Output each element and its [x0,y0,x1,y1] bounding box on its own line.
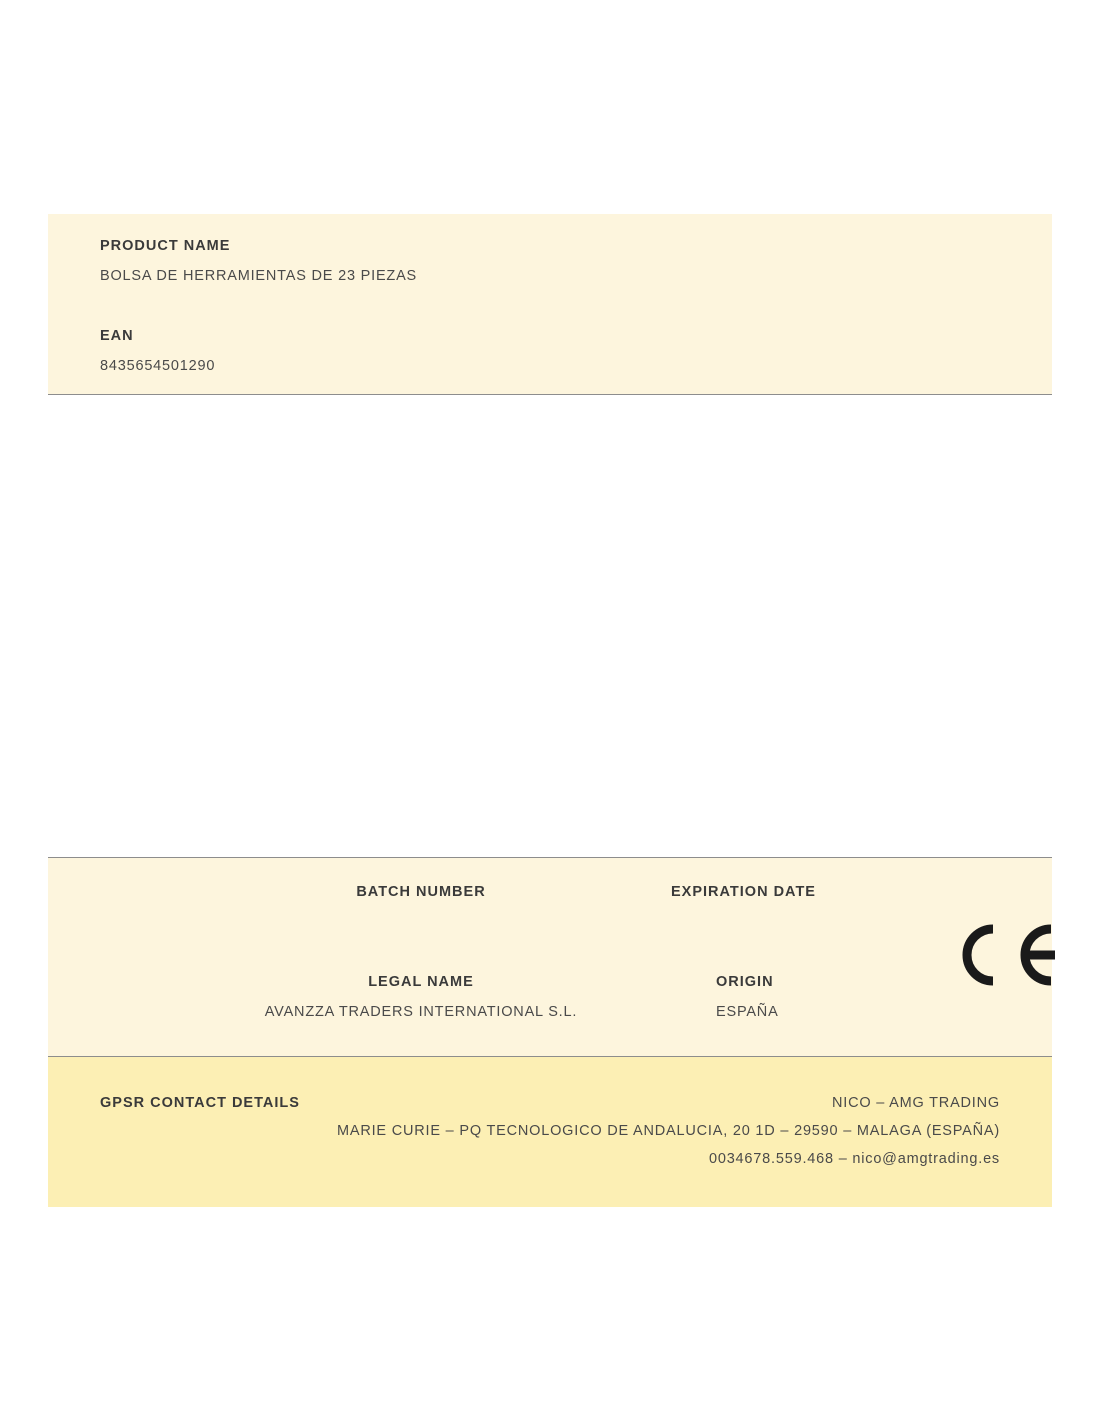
gpsr-contact-address: MARIE CURIE – PQ TECNOLOGICO DE ANDALUCIA, 20 1D – 29590 – MALAGA (ESPAÑA) [336,1123,1000,1139]
gpsr-contact-name: NICO – AMG TRADING [831,1095,1000,1111]
origin-value: ESPAÑA [716,1004,779,1020]
origin-label: ORIGIN [716,974,774,990]
ce-marking-icon [948,920,1058,990]
ean-label: EAN [100,328,134,344]
gpsr-contact-phone-email: 0034678.559.468 – nico@amgtrading.es [708,1151,1000,1167]
batch-number-label: BATCH NUMBER [356,884,486,900]
gpsr-contact-block [48,1057,1052,1207]
legal-name-value: AVANZZA TRADERS INTERNATIONAL S.L. [264,1004,578,1020]
gpsr-contact-label: GPSR CONTACT DETAILS [100,1095,300,1111]
product-name-label: PRODUCT NAME [100,238,231,254]
ean-value: 8435654501290 [100,358,216,374]
legal-name-label: LEGAL NAME [368,974,474,990]
product-info-block [48,214,1052,395]
expiration-date-label: EXPIRATION DATE [671,884,816,900]
product-name-value: BOLSA DE HERRAMIENTAS DE 23 PIEZAS [100,268,418,284]
batch-legal-block [48,857,1052,1057]
